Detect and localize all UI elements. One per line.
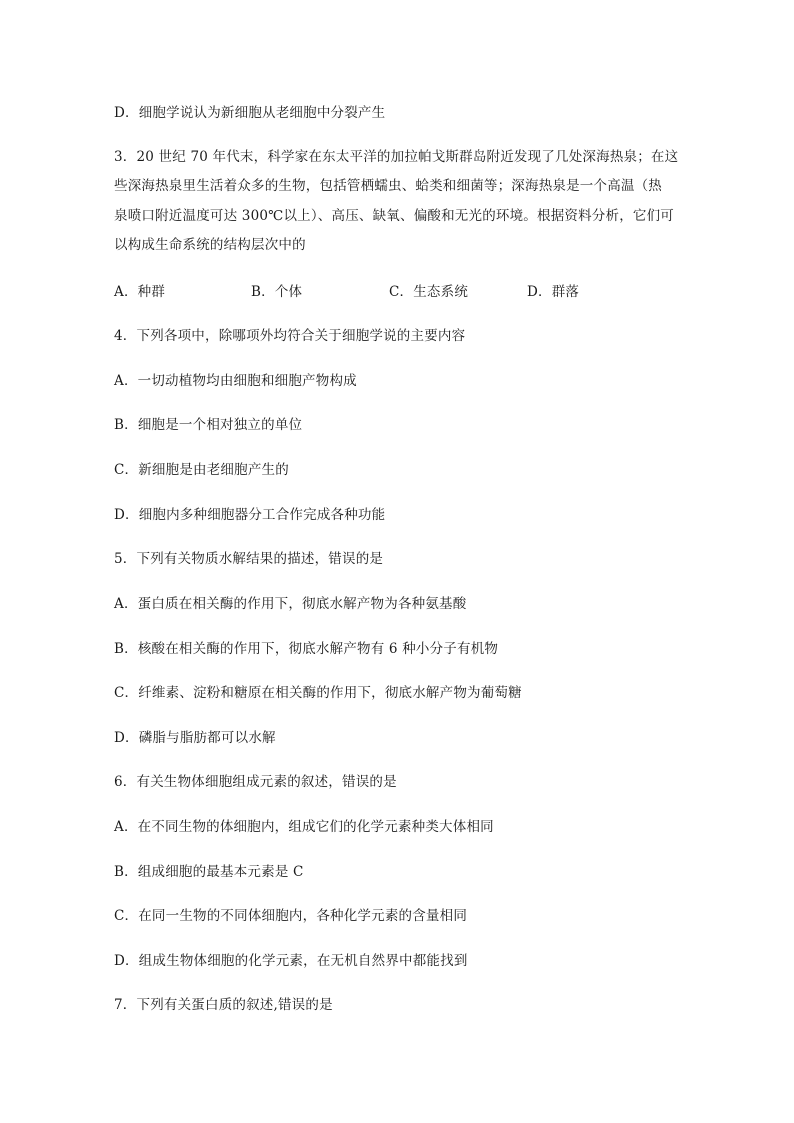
q7-stem: 7．下列有关蛋白质的叙述,错误的是 [114,997,333,1013]
q6-option-c: C．在同一生物的不同体细胞内，各种化学元素的含量相同 [114,908,468,924]
q4-option-a: A．一切动植物均由细胞和细胞产物构成 [114,373,357,389]
q3-stem-line-2: 些深海热泉里生活着众多的生物，包括管栖蠕虫、蛤类和细菌等；深海热泉是一个高温（热 [114,178,662,194]
q6-option-d: D．组成生物体细胞的化学元素，在无机自然界中都能找到 [114,953,468,969]
q3-option-d: D．群落 [527,284,580,300]
q5-option-b: B．核酸在相关酶的作用下，彻底水解产物有 6 种小分子有机物 [114,641,499,657]
q4-option-d: D．细胞内多种细胞器分工合作完成各种功能 [114,507,386,523]
q4-option-c: C．新细胞是由老细胞产生的 [114,462,289,478]
q2-option-d: D．细胞学说认为新细胞从老细胞中分裂产生 [114,105,386,121]
q5-option-d: D．磷脂与脂肪都可以水解 [114,730,276,746]
q6-option-b: B．组成细胞的最基本元素是 C [114,864,304,880]
q5-option-a: A．蛋白质在相关酶的作用下，彻底水解产物为各种氨基酸 [114,596,467,612]
q3-option-b: B．个体 [251,284,303,300]
q6-option-a: A．在不同生物的体细胞内，组成它们的化学元素种类大体相同 [114,819,494,835]
q5-option-c: C．纤维素、淀粉和糖原在相关酶的作用下，彻底水解产物为葡萄糖 [114,685,522,701]
q4-option-b: B．细胞是一个相对独立的单位 [114,417,303,433]
q3-stem-line-4: 以构成生命系统的结构层次中的 [114,237,306,253]
q3-option-c: C．生态系统 [389,284,469,300]
q3-stem-line-1: 3．20 世纪 70 年代末，科学家在东太平洋的加拉帕戈斯群岛附近发现了几处深海热泉；在这 [114,149,679,165]
q4-stem: 4．下列各项中，除哪项外均符合关于细胞学说的主要内容 [114,328,466,344]
q3-option-a: A．种群 [114,284,166,300]
q3-stem-line-3: 泉喷口附近温度可达 300℃以上）、高压、缺氧、偏酸和无光的环境。根据资料分析，它们可 [114,208,675,224]
q6-stem: 6．有关生物体细胞组成元素的叙述，错误的是 [114,774,397,790]
q5-stem: 5．下列有关物质水解结果的描述，错误的是 [114,551,384,567]
q3-options-row [114,282,684,302]
